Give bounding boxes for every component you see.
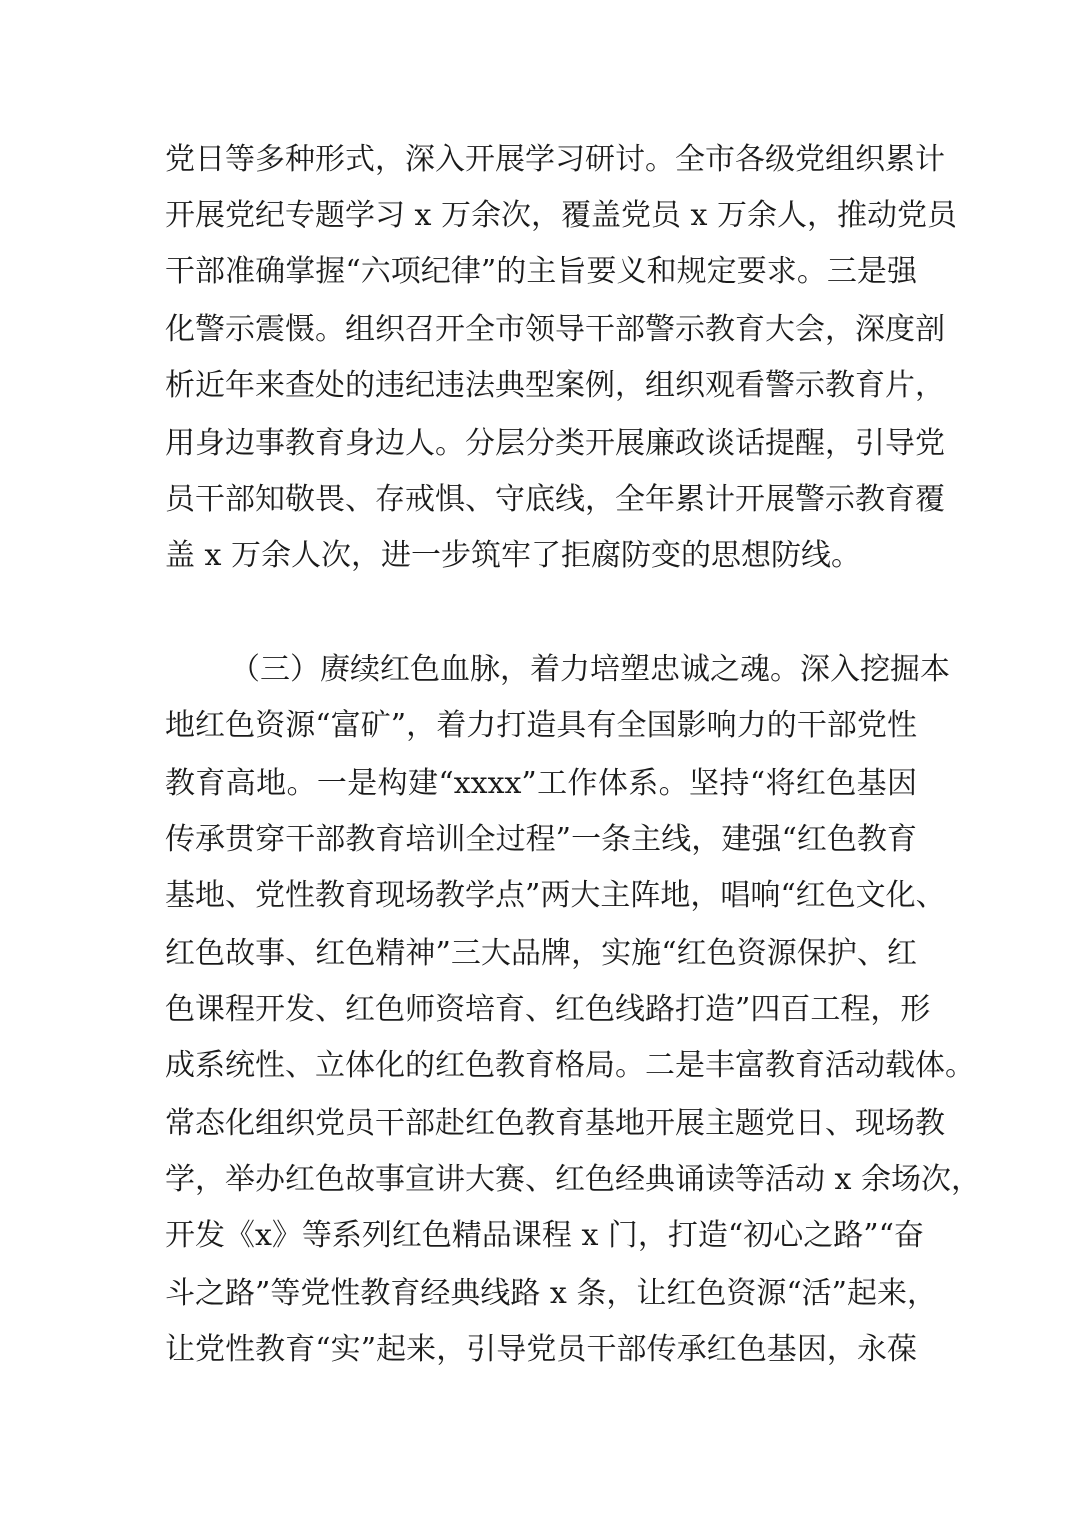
text-line: 化警示震慑。组织召开全市领导干部警示教育大会，深度剖 [165, 312, 945, 347]
text-line: 红色故事、红色精神”三大品牌，实施“红色资源保护、红 [165, 936, 917, 971]
text-line: 让党性教育“实”起来，引导党员干部传承红色基因，永葆 [165, 1332, 917, 1367]
text-line: 常态化组织党员干部赴红色教育基地开展主题党日、现场教 [165, 1106, 945, 1141]
text-line: 开发《x》等系列红色精品课程 x 门，打造“初心之路”“奋 [165, 1218, 924, 1253]
text-line: 斗之路”等党性教育经典线路 x 条，让红色资源“活”起来， [165, 1276, 938, 1311]
text-line: 传承贯穿干部教育培训全过程”一条主线，建强“红色教育 [165, 822, 917, 857]
text-line: 析近年来查处的违纪违法典型案例，组织观看警示教育片， [165, 368, 945, 403]
text-line: 地红色资源“富矿”，着力打造具有全国影响力的干部党性 [165, 708, 917, 743]
text-line: 党日等多种形式，深入开展学习研讨。全市各级党组织累计 [165, 142, 945, 177]
text-line: 学，举办红色故事宣讲大赛、红色经典诵读等活动 x 余场次， [165, 1162, 981, 1197]
text-line: 员干部知敬畏、存戒惧、守底线，全年累计开展警示教育覆 [165, 482, 945, 517]
text-line: 基地、党性教育现场教学点”两大主阵地，唱响“红色文化、 [165, 878, 946, 913]
text-line: （三）赓续红色血脉，着力培塑忠诚之魂。深入挖掘本 [230, 652, 950, 687]
text-line: 色课程开发、红色师资培育、红色线路打造”四百工程，形 [165, 992, 931, 1027]
text-line: 盖 x 万余人次，进一步筑牢了拒腐防变的思想防线。 [165, 538, 861, 573]
text-line: 开展党纪专题学习 x 万余次，覆盖党员 x 万余人，推动党员 [165, 198, 957, 233]
text-line: 干部准确掌握“六项纪律”的主旨要义和规定要求。三是强 [165, 254, 917, 289]
text-line: 用身边事教育身边人。分层分类开展廉政谈话提醒，引导党 [165, 426, 945, 461]
text-line: 教育高地。一是构建“xxxx”工作体系。坚持“将红色基因 [165, 766, 917, 801]
text-line: 成系统性、立体化的红色教育格局。二是丰富教育活动载体。 [165, 1048, 975, 1083]
